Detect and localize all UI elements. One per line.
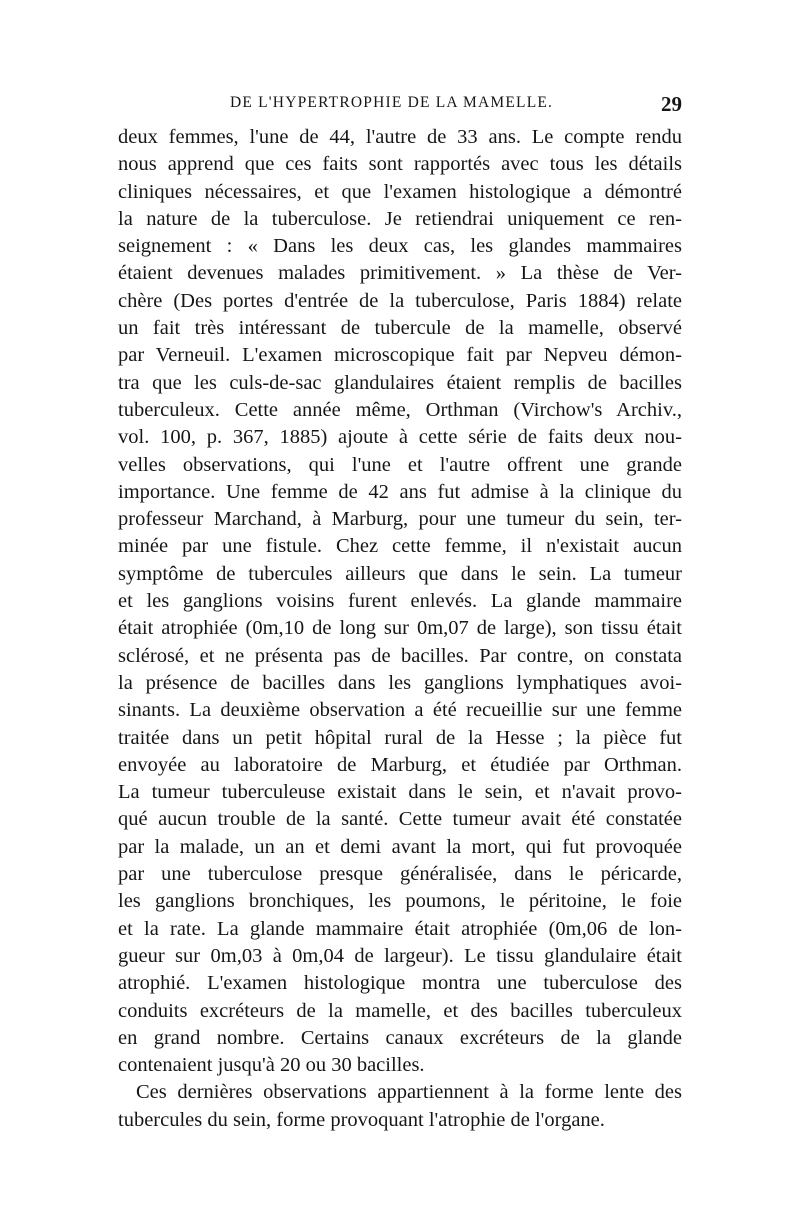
text-line: sclérosé, et ne présenta pas de bacilles. Par contre, on constata bbox=[118, 644, 682, 667]
text-line: étaient devenues malades primitivement. » La thèse de Ver- bbox=[118, 262, 682, 285]
text-line: en grand nombre. Certains canaux excréteurs de la glande bbox=[118, 1026, 682, 1049]
text-line: tra que les culs-de-sac glandulaires étaient remplis de bacilles bbox=[118, 371, 682, 394]
text-line: par Verneuil. L'examen microscopique fait par Nepveu démon- bbox=[118, 344, 682, 367]
text-line: tubercules du sein, forme provoquant l'atrophie de l'organe. bbox=[118, 1108, 605, 1131]
text-line: sinants. La deuxième observation a été recueillie sur une femme bbox=[118, 699, 682, 722]
text-line: velles observations, qui l'une et l'autre offrent une grande bbox=[118, 453, 682, 476]
text-line: tuberculeux. Cette année même, Orthman (Virchow's Archiv., bbox=[118, 398, 682, 421]
text-line: traitée dans un petit hôpital rural de la Hesse ; la pièce fut bbox=[118, 726, 682, 749]
text-line: contenaient jusqu'à 20 ou 30 bacilles. bbox=[118, 1054, 425, 1077]
text-line: et la rate. La glande mammaire était atrophiée (0m,06 de lon- bbox=[118, 917, 682, 940]
text-line: atrophié. L'examen histologique montra une tuberculose des bbox=[118, 972, 682, 995]
page-number: 29 bbox=[661, 92, 682, 116]
text-line: seignement : « Dans les deux cas, les glandes mammaires bbox=[118, 235, 682, 258]
text-line: qué aucun trouble de la santé. Cette tumeur avait été constatée bbox=[118, 808, 682, 831]
text-line: La tumeur tuberculeuse existait dans le sein, et n'avait provo- bbox=[118, 781, 682, 804]
text-line: symptôme de tubercules ailleurs que dans le sein. La tumeur bbox=[118, 562, 682, 585]
body-text bbox=[118, 124, 682, 1134]
text-line: deux femmes, l'une de 44, l'autre de 33 ans. Le compte rendu bbox=[118, 126, 682, 148]
text-line: par une tuberculose presque généralisée, dans le péricarde, bbox=[118, 863, 682, 886]
text-line: minée par une fistule. Chez cette femme, il n'existait aucun bbox=[118, 535, 682, 558]
text-line: envoyée au laboratoire de Marburg, et étudiée par Orthman. bbox=[118, 753, 682, 776]
text-line: vol. 100, p. 367, 1885) ajoute à cette série de faits deux nou- bbox=[118, 426, 682, 449]
text-line: un fait très intéressant de tubercule de la mamelle, observé bbox=[118, 317, 682, 340]
text-line: Ces dernières observations appartiennent à la forme lente des bbox=[136, 1081, 682, 1104]
paragraph bbox=[118, 1079, 682, 1134]
text-line: importance. Une femme de 42 ans fut admise à la clinique du bbox=[118, 480, 682, 503]
text-line: chère (Des portes d'entrée de la tuberculose, Paris 1884) relate bbox=[118, 289, 682, 312]
text-line: gueur sur 0m,03 à 0m,04 de largeur). Le tissu glandulaire était bbox=[118, 944, 682, 967]
text-line: les ganglions bronchiques, les poumons, le péritoine, le foie bbox=[118, 890, 682, 913]
text-line: professeur Marchand, à Marburg, pour une tumeur du sein, ter- bbox=[118, 508, 682, 531]
paragraph bbox=[118, 124, 682, 1079]
text-line: conduits excréteurs de la mamelle, et des bacilles tuberculeux bbox=[118, 999, 682, 1022]
running-title: DE L'HYPERTROPHIE DE LA MAMELLE. bbox=[230, 94, 554, 111]
text-line: et les ganglions voisins furent enlevés. La glande mammaire bbox=[118, 590, 682, 613]
text-line: la nature de la tuberculose. Je retiendrai uniquement ce ren- bbox=[118, 207, 682, 230]
running-head bbox=[118, 94, 682, 118]
text-line: par la malade, un an et demi avant la mort, qui fut provoquée bbox=[118, 835, 682, 858]
text-line: nous apprend que ces faits sont rapportés avec tous les détails bbox=[118, 153, 682, 176]
text-line: était atrophiée (0m,10 de long sur 0m,07 de large), son tissu était bbox=[118, 617, 682, 640]
text-line: la présence de bacilles dans les ganglions lymphatiques avoi- bbox=[118, 671, 682, 694]
text-line: cliniques nécessaires, et que l'examen histologique a démontré bbox=[118, 180, 682, 203]
